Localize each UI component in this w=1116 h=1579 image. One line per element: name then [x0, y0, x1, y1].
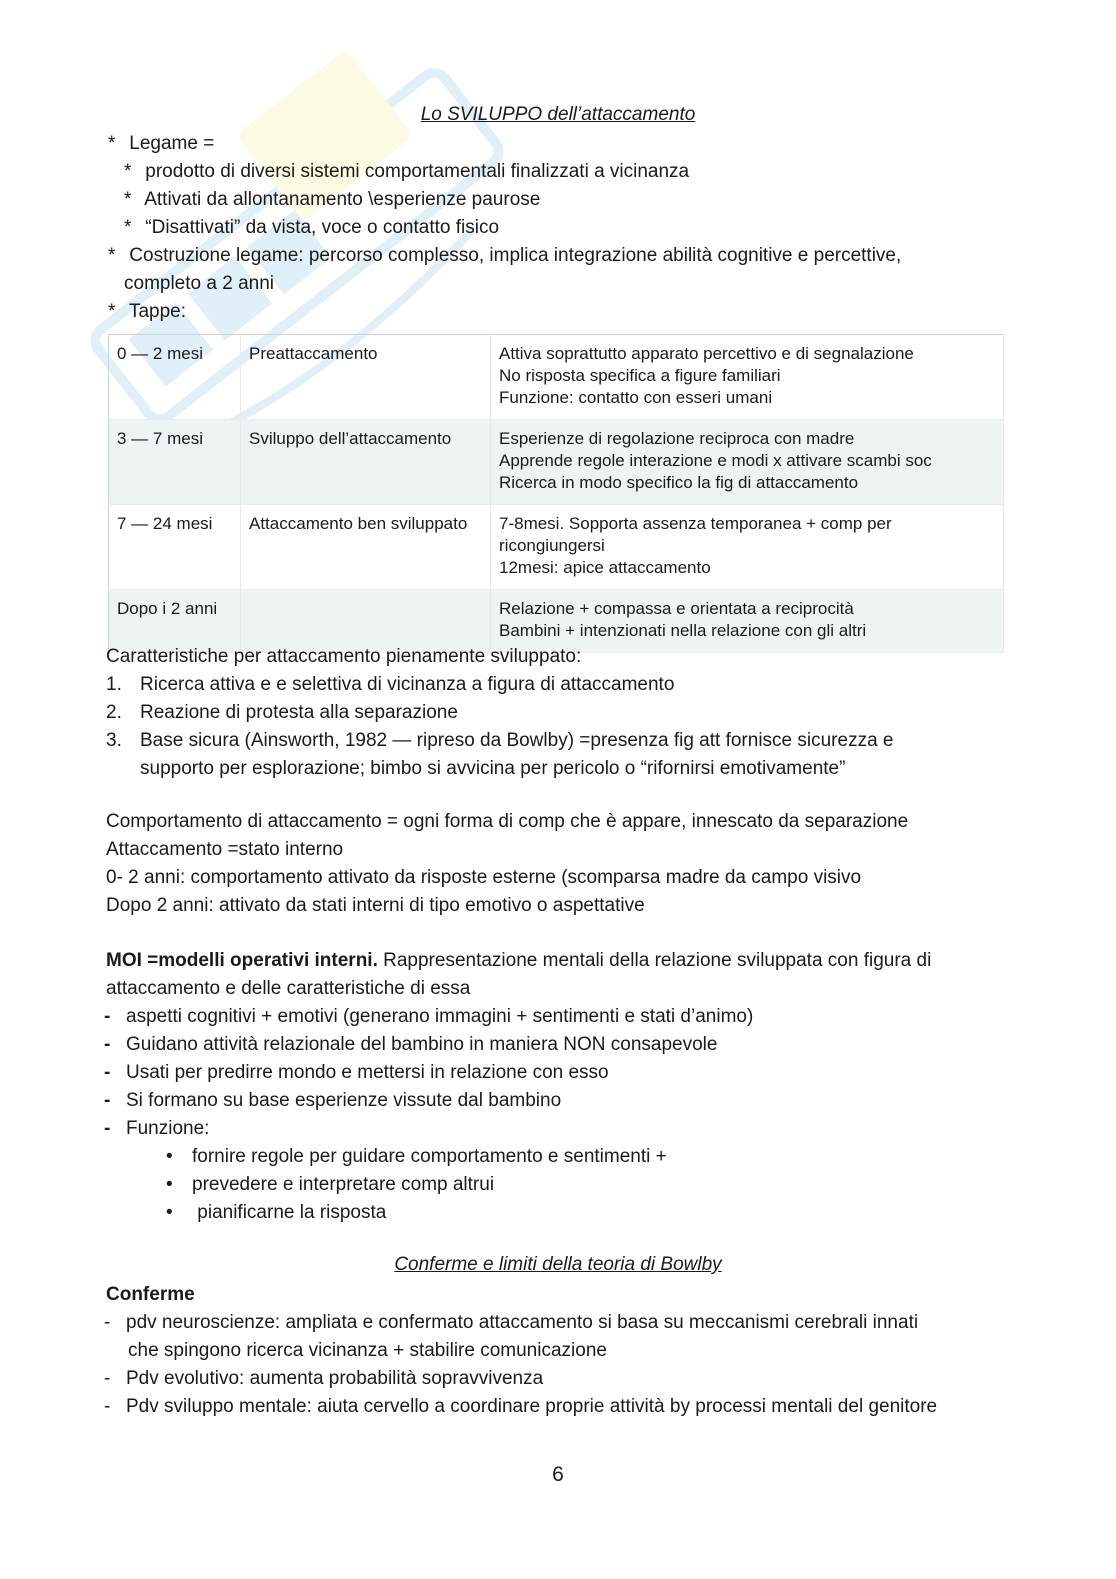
phase-cell: Sviluppo dell’attaccamento: [241, 420, 491, 505]
bullet-item: • pianificarne la risposta: [166, 1199, 386, 1227]
moi-definition: MOI =modelli operativi interni. Rappresentazione mentali della relazione sviluppata con figura di: [106, 950, 932, 971]
description-cell: Esperienze di regolazione reciproca con madre Apprende regole interazione e modi x attivare scambi soc Ricerca in modo specifico la fig di attaccamento: [491, 420, 1004, 505]
asterisk-marker: *: [124, 189, 132, 210]
paragraph-line: attaccamento e delle caratteristiche di essa: [106, 978, 471, 999]
paragraph-line: Dopo 2 anni: attivato da stati interni di tipo emotivo o aspettative: [106, 895, 645, 916]
description-cell: Attiva soprattutto apparato percettivo e di segnalazione No risposta specifica a figure familiari Funzione: contatto con esseri umani: [491, 335, 1004, 420]
list-item: * Costruzione legame: percorso complesso, implica integrazione abilità cognitive e percettive,: [108, 242, 901, 270]
bullet-icon: •: [166, 1202, 173, 1223]
paragraph-line: Comportamento di attaccamento = ogni forma di comp che è appare, innescato da separazione: [106, 811, 909, 832]
list-item: [108, 130, 214, 158]
description-cell: 7-8mesi. Sopporta assenza temporanea + comp per ricongiungersi 12mesi: apice attaccamento: [491, 505, 1004, 590]
age-cell: Dopo i 2 anni: [109, 590, 241, 653]
list-item: * prodotto di diversi sistemi comportamentali finalizzati a vicinanza: [124, 158, 689, 186]
section-heading: Caratteristiche per attaccamento pienamente sviluppato:: [106, 646, 582, 667]
age-cell: 0 — 2 mesi: [109, 335, 241, 420]
section-heading: Conferme: [106, 1284, 195, 1305]
list-item-continuation: completo a 2 anni: [124, 273, 274, 294]
numbered-item-continuation: supporto per esplorazione; bimbo si avvicina per pericolo o “rifornirsi emotivamente”: [140, 758, 846, 779]
age-cell: 3 — 7 mesi: [109, 420, 241, 505]
asterisk-marker: *: [124, 161, 132, 182]
numbered-item: 1. Ricerca attiva e e selettiva di vicinanza a figura di attaccamento: [106, 674, 675, 695]
list-item: * Attivati da allontanamento \esperienze paurose: [124, 186, 540, 214]
dash-item: - Guidano attività relazionale del bambino in maniera NON consapevole: [104, 1034, 718, 1055]
bullet-icon: •: [166, 1146, 173, 1167]
phase-cell: Preattaccamento: [241, 335, 491, 420]
paragraph-line: 0- 2 anni: comportamento attivato da risposte esterne (scomparsa madre da campo visivo: [106, 867, 862, 888]
numbered-item: 2. Reazione di protesta alla separazione: [106, 702, 458, 723]
dash-item: - pdv neuroscienze: ampliata e confermato attaccamento si basa su meccanismi cerebrali innati: [104, 1312, 919, 1333]
moi-term: MOI =modelli operativi interni.: [106, 950, 378, 971]
dash-item: - Usati per predirre mondo e mettersi in relazione con esso: [104, 1062, 609, 1083]
bullet-item: • prevedere e interpretare comp altrui: [166, 1171, 494, 1199]
asterisk-marker: *: [108, 133, 116, 154]
dash-item: - Si formano su base esperienze vissute dal bambino: [104, 1090, 562, 1111]
phase-cell: Attaccamento ben sviluppato: [241, 505, 491, 590]
list-item: * Tappe:: [108, 298, 186, 326]
page-title: Lo SVILUPPO dell’attaccamento: [420, 104, 696, 125]
asterisk-marker: *: [108, 301, 116, 322]
asterisk-marker: *: [108, 245, 116, 266]
description-cell: Relazione + compassa e orientata a reciprocità Bambini + intenzionati nella relazione con gli altri: [491, 590, 1004, 653]
page-number: 6: [552, 1463, 564, 1486]
asterisk-marker: *: [124, 217, 132, 238]
list-item: * “Disattivati” da vista, voce o contatto fisico: [124, 214, 499, 242]
paragraph-line: Attaccamento =stato interno: [106, 839, 344, 860]
dash-item: - Pdv evolutivo: aumenta probabilità sopravvivenza: [104, 1368, 544, 1389]
dash-item: - Pdv sviluppo mentale: aiuta cervello a coordinare proprie attività by processi mentali del genitore: [104, 1396, 938, 1417]
legame-label: Legame =: [129, 133, 215, 154]
table-row: [109, 420, 1004, 505]
table-row: [109, 505, 1004, 590]
stages-table: [108, 334, 1004, 653]
bullet-icon: •: [166, 1174, 173, 1195]
age-cell: 7 — 24 mesi: [109, 505, 241, 590]
numbered-item: 3. Base sicura (Ainsworth, 1982 — ripreso da Bowlby) =presenza fig att fornisce sicurezza e: [106, 730, 894, 751]
bullet-item: • fornire regole per guidare comportamento e sentimenti +: [166, 1143, 667, 1171]
dash-item: - aspetti cognitivi + emotivi (generano immagini + sentimenti e stati d’animo): [104, 1006, 754, 1027]
table-row: [109, 335, 1004, 420]
dash-item-continuation: che spingono ricerca vicinanza + stabilire comunicazione: [128, 1340, 607, 1361]
section-title: Conferme e limiti della teoria di Bowlby: [394, 1254, 722, 1275]
dash-item: - Funzione:: [104, 1118, 210, 1139]
